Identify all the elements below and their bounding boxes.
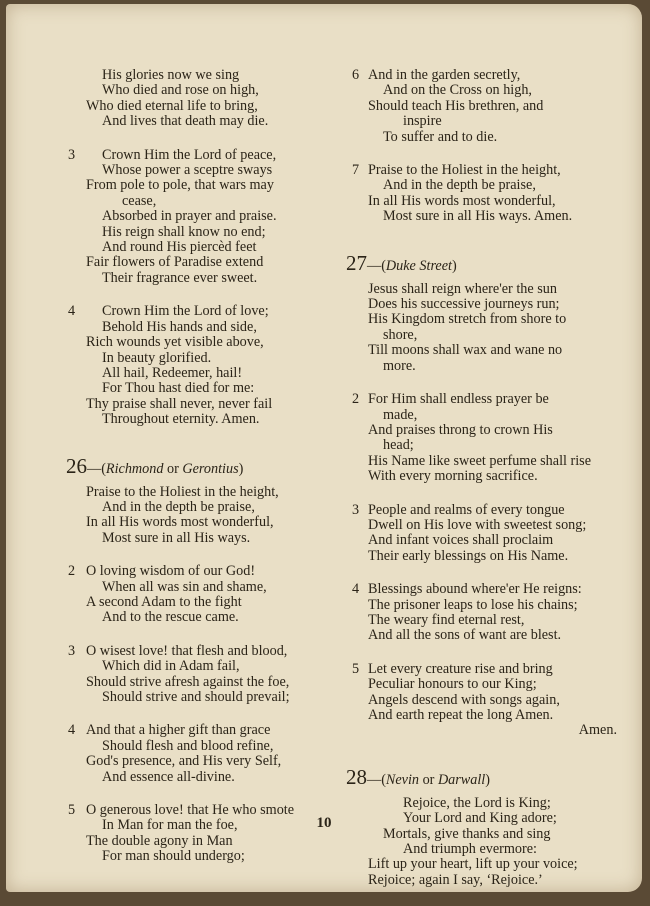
verse-number: 7 xyxy=(352,162,360,179)
hymn-line: Thy praise shall never, never fail xyxy=(86,395,273,412)
hymn-26-verse-4 xyxy=(66,723,341,785)
verse-number: 3 xyxy=(352,501,360,518)
hymn-line: For man should undergo; xyxy=(102,848,245,865)
hymn-line: And essence all-divine. xyxy=(102,768,235,785)
hymn-line: With every morning sacrifice. xyxy=(368,468,538,485)
hymn-line: And to the rescue came. xyxy=(102,609,239,626)
verse-number: 4 xyxy=(352,581,360,598)
hymn-line: Does his successive journeys run; xyxy=(368,296,560,313)
hymn-27-verse-2 xyxy=(346,392,621,484)
hymn-line: For Him shall endless prayer be xyxy=(368,391,549,408)
hymn-28-heading xyxy=(346,765,621,790)
hymn-line: Their fragrance ever sweet. xyxy=(102,269,258,286)
hymn-line: His reign shall know no end; xyxy=(102,223,266,240)
hymn-line: A second Adam to the fight xyxy=(86,593,242,610)
tune-separator: —( xyxy=(367,771,386,788)
hymn-line: Behold His hands and side, xyxy=(102,318,257,335)
hymn-line: Which did in Adam fail, xyxy=(102,658,240,675)
hymn-line: And in the garden secretly, xyxy=(368,67,521,83)
hymn-line: Praise to the Holiest in the height, xyxy=(86,483,279,500)
tune-name: Duke Street xyxy=(385,257,452,274)
hymn-line: Amen. xyxy=(578,722,617,739)
hymn-line: Mortals, give thanks and sing xyxy=(383,825,551,842)
hymn-26-verse-3 xyxy=(66,644,341,706)
hymn-line: And in the depth be praise, xyxy=(102,498,255,515)
hymn-line: Rejoice; again I say, ‘Rejoice.’ xyxy=(368,871,543,888)
hymn-number: 28 xyxy=(346,764,367,789)
hymn-number: 26 xyxy=(66,453,87,478)
hymn-line: Should strive and should prevail; xyxy=(102,689,290,705)
hymn-line: In Man for man the foe, xyxy=(102,817,238,834)
hymn-line: And that a higher gift than grace xyxy=(86,722,271,739)
hymn-line: And all the sons of want are blest. xyxy=(368,627,562,644)
tune-separator: —( xyxy=(87,460,106,477)
verse-number: 2 xyxy=(68,563,76,580)
verse-number: 5 xyxy=(352,660,360,677)
hymn-line: O generous love! that He who smote xyxy=(86,802,295,819)
hymn-line: Their early blessings on His Name. xyxy=(368,547,569,564)
verse-number: 5 xyxy=(68,802,76,819)
hymn-line: The double agony in Man xyxy=(86,832,233,849)
hymn-line: Whose power a sceptre sways xyxy=(102,162,273,179)
verse-continuation xyxy=(66,68,341,130)
hymn-line: His Kingdom stretch from shore to xyxy=(368,311,567,328)
hymn-line: And triumph evermore: xyxy=(403,841,537,858)
tune-name: Nevin xyxy=(385,771,420,788)
hymn-line: To suffer and to die. xyxy=(383,128,498,145)
verse-6 xyxy=(346,68,621,145)
hymn-line: And lives that death may die. xyxy=(102,113,269,130)
right-column xyxy=(346,68,621,906)
hymn-line: Who died and rose on high, xyxy=(102,82,259,99)
hymn-line: Should strive afresh against the foe, xyxy=(86,673,290,690)
hymn-line: made, xyxy=(383,406,418,423)
hymn-line: Jesus shall reign where'er the sun xyxy=(368,280,557,297)
hymn-line: Absorbed in prayer and praise. xyxy=(102,208,277,225)
tune-name-alt: Darwall xyxy=(437,771,486,788)
hymn-line: Who died eternal life to bring, xyxy=(86,97,258,114)
hymn-line: All hail, Redeemer, hail! xyxy=(102,364,243,381)
verse-3 xyxy=(66,148,341,287)
hymn-line: And praises throng to crown His xyxy=(368,421,553,438)
hymn-line: Most sure in all His ways. Amen. xyxy=(383,208,573,225)
tune-separator: —( xyxy=(367,257,386,274)
hymn-27-heading xyxy=(346,251,621,276)
verse-number: 4 xyxy=(68,722,76,739)
hymn-line: inspire xyxy=(403,113,442,130)
hymn-line: Till moons shall wax and wane no xyxy=(368,342,563,359)
tune-close: ) xyxy=(451,257,457,274)
hymn-line: When all was sin and shame, xyxy=(102,578,267,595)
hymn-27-verse-5 xyxy=(346,662,621,739)
hymn-line: The weary find eternal rest, xyxy=(368,611,525,628)
hymn-26-verse-1 xyxy=(66,485,341,547)
hymn-line: O wisest love! that flesh and blood, xyxy=(86,642,288,659)
hymn-line: God's presence, and His very Self, xyxy=(86,753,282,770)
hymn-line: Throughout eternity. Amen. xyxy=(102,411,260,428)
hymn-line: And infant voices shall proclaim xyxy=(368,532,554,549)
hymn-line: Blessings abound where'er He reigns: xyxy=(368,581,582,598)
hymn-line: And earth repeat the long Amen. xyxy=(368,707,554,723)
hymn-line: Praise to the Holiest in the height, xyxy=(368,162,561,179)
hymn-line: In all His words most wonderful, xyxy=(86,514,274,531)
hymn-line: cease, xyxy=(122,192,157,209)
hymn-line: Crown Him the Lord of love; xyxy=(102,303,269,320)
hymn-27-verse-4 xyxy=(346,582,621,644)
hymn-line: In beauty glorified. xyxy=(102,349,212,366)
verse-4 xyxy=(66,304,341,427)
tune-close: ) xyxy=(238,460,244,477)
hymn-line: Lift up your heart, lift up your voice; xyxy=(368,856,578,873)
hymn-line: For Thou hast died for me: xyxy=(102,380,255,397)
hymn-line: Rich wounds yet visible above, xyxy=(86,334,264,351)
verse-number: 3 xyxy=(68,642,76,659)
hymn-line: Dwell on His love with sweetest song; xyxy=(368,516,587,533)
verse-number: 6 xyxy=(352,67,360,83)
hymn-line: Angels descend with songs again, xyxy=(368,691,560,708)
tune-or: or xyxy=(163,460,183,477)
verse-number: 2 xyxy=(352,391,360,408)
hymn-line: People and realms of every tongue xyxy=(368,501,565,518)
hymn-line: From pole to pole, that wars may xyxy=(86,177,274,194)
hymn-line: Crown Him the Lord of peace, xyxy=(102,146,277,163)
tune-or: or xyxy=(419,771,438,788)
tune-close: ) xyxy=(485,771,490,788)
hymn-line: Most sure in all His ways. xyxy=(102,529,251,546)
hymn-line: And on the Cross on high, xyxy=(383,82,532,99)
hymn-line: Should teach His brethren, and xyxy=(368,97,544,114)
hymn-27-verse-3 xyxy=(346,503,621,565)
hymn-line: Peculiar honours to our King; xyxy=(368,676,537,693)
hymn-26-heading xyxy=(66,454,341,479)
hymn-line: And in the depth be praise, xyxy=(383,177,536,194)
hymn-line: The prisoner leaps to lose his chains; xyxy=(368,596,578,613)
page-number: 10 xyxy=(316,815,332,831)
hymn-line: shore, xyxy=(383,326,418,343)
hymn-line: Let every creature rise and bring xyxy=(368,660,553,677)
hymn-26-verse-5 xyxy=(66,803,341,865)
hymn-line: O loving wisdom of our God! xyxy=(86,563,256,580)
verse-number: 3 xyxy=(68,146,76,163)
hymn-line: head; xyxy=(383,437,414,454)
hymn-line: more. xyxy=(383,357,416,374)
hymn-line: Your Lord and King adore; xyxy=(403,810,557,827)
hymn-27-verse-1 xyxy=(346,282,621,374)
left-column xyxy=(66,68,341,883)
hymn-line: His Name like sweet perfume shall rise xyxy=(368,452,591,469)
hymn-line: Fair flowers of Paradise extend xyxy=(86,254,264,271)
tune-name-alt: Gerontius xyxy=(182,460,239,477)
hymn-line: Should flesh and blood refine, xyxy=(102,737,274,754)
hymn-number: 27 xyxy=(346,250,367,275)
hymnal-page xyxy=(6,4,642,892)
verse-number: 4 xyxy=(68,303,76,320)
tune-name: Richmond xyxy=(105,460,164,477)
hymn-28-verse-1 xyxy=(346,796,621,888)
hymn-26-verse-2 xyxy=(66,564,341,626)
verse-7 xyxy=(346,163,621,225)
hymn-line: And round His piercèd feet xyxy=(102,239,257,256)
hymn-line: In all His words most wonderful, xyxy=(368,192,556,209)
hymn-line: His glories now we sing xyxy=(102,67,240,83)
hymn-line: Rejoice, the Lord is King; xyxy=(403,794,551,811)
